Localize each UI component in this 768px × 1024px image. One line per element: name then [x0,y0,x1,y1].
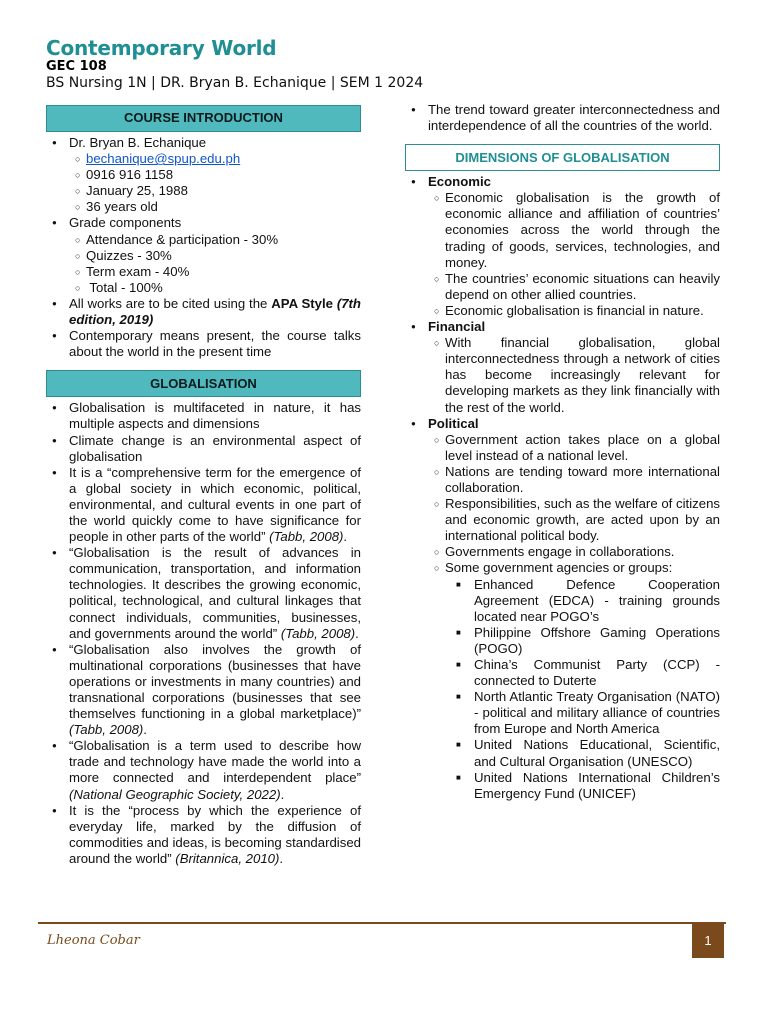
right-column [405,102,720,802]
list-item: ○ 0916 916 1158 [69,167,361,183]
list-item: ○ Nations are tending toward more international collaboration. [428,464,720,496]
instructor-details [69,151,361,215]
footer-divider [38,922,726,924]
political-list [428,432,720,802]
email-link[interactable]: bechanique@spup.edu.ph [86,151,241,167]
apa-text: All works are to be cited using the [69,295,272,311]
section-heading-dimensions: DIMENSIONS OF GLOBALISATION [405,144,720,171]
quote-text: “Globalisation is a term used to describe how trade and technology have made the world into a more connected and interdependent place” [69,738,361,786]
intro-list [46,135,361,360]
list-item [428,560,720,801]
section-heading-globalisation: GLOBALISATION [46,370,361,397]
list-item: ● “Globalisation is a term used to describe how trade and technology have made the world into a more connected and interdependent place” (National Geographic Society, 2022). [46,738,361,802]
list-item [405,174,720,319]
document-header [46,36,726,92]
list-item [405,416,720,802]
list-item: ■ Philippine Offshore Gaming Operations (POGO) [445,625,720,657]
grade-components-label: Grade components [69,215,182,231]
list-item [69,151,361,167]
list-item: ○ Economic globalisation is financial in nature. [428,303,720,319]
economic-label: Economic [428,174,492,190]
citation: (Tabb, 2008) [269,529,344,545]
instructor-name: Dr. Bryan B. Echanique [69,135,207,150]
list-item: ● Contemporary means present, the course talks about the world in the present time [46,328,361,360]
list-item: ■ United Nations Educational, Scientific, and Cultural Organisation (UNESCO) [445,737,720,769]
list-item: ● It is the “process by which the experience of everyday life, marked by the diffusion of commodities and ideas, is becoming standardised around the world” (Britannica, 2010). [46,803,361,867]
list-item: ■ China’s Communist Party (CCP) - connected to Duterte [445,657,720,689]
citation: (National Geographic Society, 2022) [69,786,281,802]
list-item: ○ Responsibilities, such as the welfare of citizens and economic growth, are acted upon by an international political body. [428,496,720,544]
list-item [405,319,720,416]
globalisation-list [46,400,361,867]
political-label: Political [428,415,479,431]
apa-edition: (7th edition, 2019) [69,295,361,328]
list-item [46,215,361,295]
left-column [46,102,361,867]
list-item: ○ Total - 100% [69,280,361,296]
globalisation-list-continued [405,102,720,134]
list-item: ○ January 25, 1988 [69,183,361,199]
citation: (Britannica, 2010) [175,850,280,866]
citation: (Tabb, 2008) [69,722,144,738]
list-item: ○ 36 years old [69,199,361,215]
list-item: ○ Economic globalisation is the growth of economic alliance and affiliation of countries’ economies across the world through the trading of goods, services, technologies, and money. [428,190,720,270]
list-item: ○ Government action takes place on a global level instead of a national level. [428,432,720,464]
list-item: ● “Globalisation also involves the growth of multinational corporations (businesses that have operations or investments in many countries) and transnational corporations (businesses that see themselves functioning in a global marketplace)” (Tabb, 2008). [46,642,361,739]
list-item: ○ Term exam - 40% [69,264,361,280]
section-heading-course-introduction: COURSE INTRODUCTION [46,105,361,132]
grade-components-list [69,232,361,296]
list-item: ■ United Nations International Children’s Emergency Fund (UNICEF) [445,770,720,802]
agencies-label: Some government agencies or groups: [445,560,673,576]
list-item: ■ Enhanced Defence Cooperation Agreement (EDCA) - training grounds located near POGO’s [445,577,720,625]
author-signature: Lheona Cobar [47,933,140,948]
quote-text: “Globalisation also involves the growth of multinational corporations (businesses that have operations or investments in many countries) and transnational corporations (businesses that see themselves functioning in a global marketplace)” [69,641,361,722]
list-item [46,135,361,215]
economic-list [428,190,720,319]
list-item: ● Climate change is an environmental aspect of globalisation [46,433,361,465]
list-item: ● Globalisation is multifaceted in nature, it has multiple aspects and dimensions [46,400,361,432]
course-subline: BS Nursing 1N | DR. Bryan B. Echanique | SEM 1 2024 [46,75,424,91]
list-item: ● “Globalisation is the result of advances in communication, transportation, and information technologies. It describes the growing economic, political, technological, and cultural linkages that connect individuals, communities, businesses, and governments around the world” (Tabb, 2008). [46,545,361,642]
list-item [46,296,361,328]
quote-text: It is a “comprehensive term for the emergence of a global society in which economic, political, environmental, and cultural events in one part of the world quickly come to have significance for people in other parts of the world” [69,464,361,545]
document-title: Contemporary World [46,36,277,60]
citation: (Tabb, 2008) [280,625,356,641]
list-item: ● The trend toward greater interconnectedness and interdependence of all the countries of the world. [405,102,720,134]
list-item: ○ Attendance & participation - 30% [69,232,361,248]
list-item: ○ With financial globalisation, global interconnectedness through a network of cities has become increasingly relevant for developing markets as they link financially with the rest of the world. [428,335,720,415]
financial-label: Financial [428,319,486,335]
quote-text: It is the “process by which the experience of everyday life, marked by the diffusion of commodities and ideas, is becoming standardised around the world” [69,802,361,866]
page-number: 1 [692,922,724,958]
agencies-list [445,577,720,802]
financial-list [428,335,720,415]
quote-text: “Globalisation is the result of advances in communication, transportation, and information technologies. It describes the growing economic, political, technological, and cultural linkages that connect individuals, communities, businesses, and governments around the world” [69,545,361,641]
list-item: ○ Quizzes - 30% [69,248,361,264]
list-item: ○ Governments engage in collaborations. [428,544,720,560]
list-item: ○ The countries’ economic situations can heavily depend on other allied countries. [428,271,720,303]
dimensions-list [405,174,720,802]
apa-style-label: APA Style [271,295,333,311]
list-item: ■ North Atlantic Treaty Organisation (NATO) - political and military alliance of countries from Europe and North America [445,689,720,737]
list-item: ● It is a “comprehensive term for the emergence of a global society in which economic, political, environmental, and cultural events in one part of the world quickly come to have significance for people in other parts of the world” (Tabb, 2008). [46,465,361,545]
course-code: GEC 108 [46,59,107,74]
